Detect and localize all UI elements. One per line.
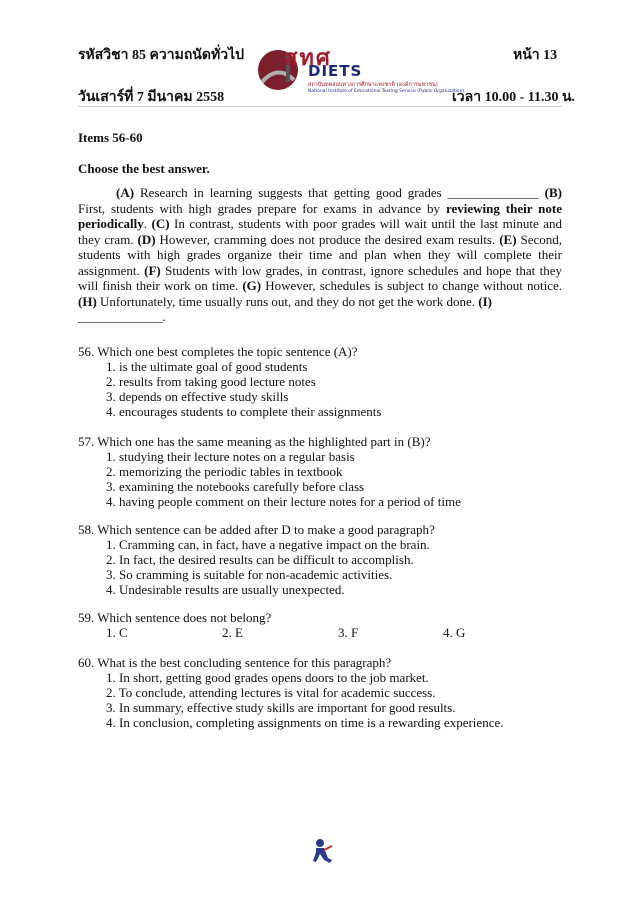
sentence-f: Students with low grades, in contrast, ignore schedules and hope that they will finish their work on time. bbox=[78, 262, 562, 293]
label-h: (H) bbox=[78, 293, 97, 309]
page-number: หน้า 13 bbox=[513, 48, 558, 63]
question-56: 56. Which one best completes the topic sentence (A)? bbox=[78, 344, 358, 359]
question-58: 58. Which sentence can be added after D to make a good paragraph? bbox=[78, 522, 435, 537]
q59-option-2[interactable]: 2. E bbox=[222, 625, 243, 640]
label-c: (C) bbox=[151, 216, 170, 231]
question-60: 60. What is the best concluding sentence for this paragraph? bbox=[78, 655, 392, 670]
question-57-options bbox=[106, 449, 461, 509]
q60-option-3[interactable]: 3. In summary, effective study skills are important for good results. bbox=[106, 700, 456, 715]
sentence-b-end: . bbox=[143, 216, 152, 231]
header-divider bbox=[78, 106, 562, 107]
q58-option-1[interactable]: 1. Cramming can, in fact, have a negative impact on the brain. bbox=[106, 537, 430, 552]
sentence-d: However, cramming does not produce the desired exam results. bbox=[155, 231, 500, 247]
sentence-b: First, students with high grades prepare for exams in advance by bbox=[78, 200, 446, 216]
q56-option-1[interactable]: 1. is the ultimate goal of good students bbox=[106, 359, 308, 374]
label-d: (D) bbox=[137, 231, 156, 247]
subject-header: รหัสวิชา 85 ความถนัดทั่วไป bbox=[78, 48, 244, 63]
label-f: (F) bbox=[144, 262, 161, 278]
q60-option-2[interactable]: 2. To conclude, attending lectures is vital for academic success. bbox=[106, 685, 436, 700]
sentence-c: In contrast, students with poor grades will wait until the last minute and they cram. bbox=[78, 216, 563, 247]
q56-option-2[interactable]: 2. results from taking good lecture notes bbox=[106, 374, 316, 389]
q59-option-3[interactable]: 3. F bbox=[338, 625, 359, 640]
q57-option-3[interactable]: 3. examining the notebooks carefully before class bbox=[106, 479, 365, 494]
question-57: 57. Which one has the same meaning as the highlighted part in (B)? bbox=[78, 434, 431, 449]
sentence-e: Second, students with high grades organize their time and plan when they will complete their assignment. bbox=[78, 231, 562, 278]
q60-option-4[interactable]: 4. In conclusion, completing assignments on time is a rewarding experience. bbox=[106, 715, 504, 730]
footer-mascot-icon bbox=[312, 838, 334, 864]
q56-option-3[interactable]: 3. depends on effective study skills bbox=[106, 389, 289, 404]
q59-option-4[interactable]: 4. G bbox=[443, 625, 466, 640]
sentence-a: Research in learning suggests that getting good grades ______________ bbox=[134, 185, 545, 200]
reading-passage bbox=[78, 185, 562, 325]
question-59-options bbox=[106, 625, 465, 641]
question-56-options bbox=[106, 359, 381, 419]
logo-thai-text: สทศ bbox=[284, 46, 332, 71]
logo-org-thai: สถาบันทดสอบทางการศึกษาแห่งชาติ (องค์การมหาชน) bbox=[308, 82, 438, 88]
label-g: (G) bbox=[242, 278, 262, 293]
instruction-text: Choose the best answer. bbox=[78, 161, 210, 176]
logo-diets-text: DIETS bbox=[308, 62, 363, 80]
label-i: (I) bbox=[478, 293, 493, 309]
label-a: (A) bbox=[116, 185, 135, 200]
q58-option-4[interactable]: 4. Undesirable results are usually unexpected. bbox=[106, 582, 345, 597]
q60-option-1[interactable]: 1. In short, getting good grades opens doors to the job market. bbox=[106, 670, 429, 685]
q59-option-1[interactable]: 1. C bbox=[106, 625, 128, 640]
logo-org-english: National Institute of Educational Testing Service (Public Organization) bbox=[308, 89, 465, 94]
sentence-h: Unfortunately, time usually runs out, and they do not get the work done. bbox=[96, 293, 479, 309]
q57-option-4[interactable]: 4. having people comment on their lecture notes for a period of time bbox=[106, 494, 461, 509]
exam-date: วันเสาร์ที่ 7 มีนาคม 2558 bbox=[78, 90, 225, 105]
label-b: (B) bbox=[544, 185, 562, 200]
question-60-options bbox=[106, 670, 503, 730]
items-heading: Items 56-60 bbox=[78, 130, 143, 145]
diets-logo bbox=[256, 40, 465, 100]
q57-option-1[interactable]: 1. studying their lecture notes on a regular basis bbox=[106, 449, 355, 464]
label-e: (E) bbox=[499, 231, 517, 247]
sentence-g: However, schedules is subject to change without notice. bbox=[261, 278, 562, 293]
question-59: 59. Which sentence does not belong? bbox=[78, 610, 272, 625]
q58-option-2[interactable]: 2. In fact, the desired results can be difficult to accomplish. bbox=[106, 552, 414, 567]
exam-time: เวลา 10.00 - 11.30 น. bbox=[452, 90, 576, 105]
q57-option-2[interactable]: 2. memorizing the periodic tables in textbook bbox=[106, 464, 343, 479]
q58-option-3[interactable]: 3. So cramming is suitable for non-academic activities. bbox=[106, 567, 393, 582]
highlighted-phrase: reviewing their note periodically bbox=[78, 200, 562, 231]
blank-i: _____________. bbox=[78, 309, 166, 324]
q56-option-4[interactable]: 4. encourages students to complete their assignments bbox=[106, 404, 382, 419]
question-58-options bbox=[106, 537, 430, 597]
